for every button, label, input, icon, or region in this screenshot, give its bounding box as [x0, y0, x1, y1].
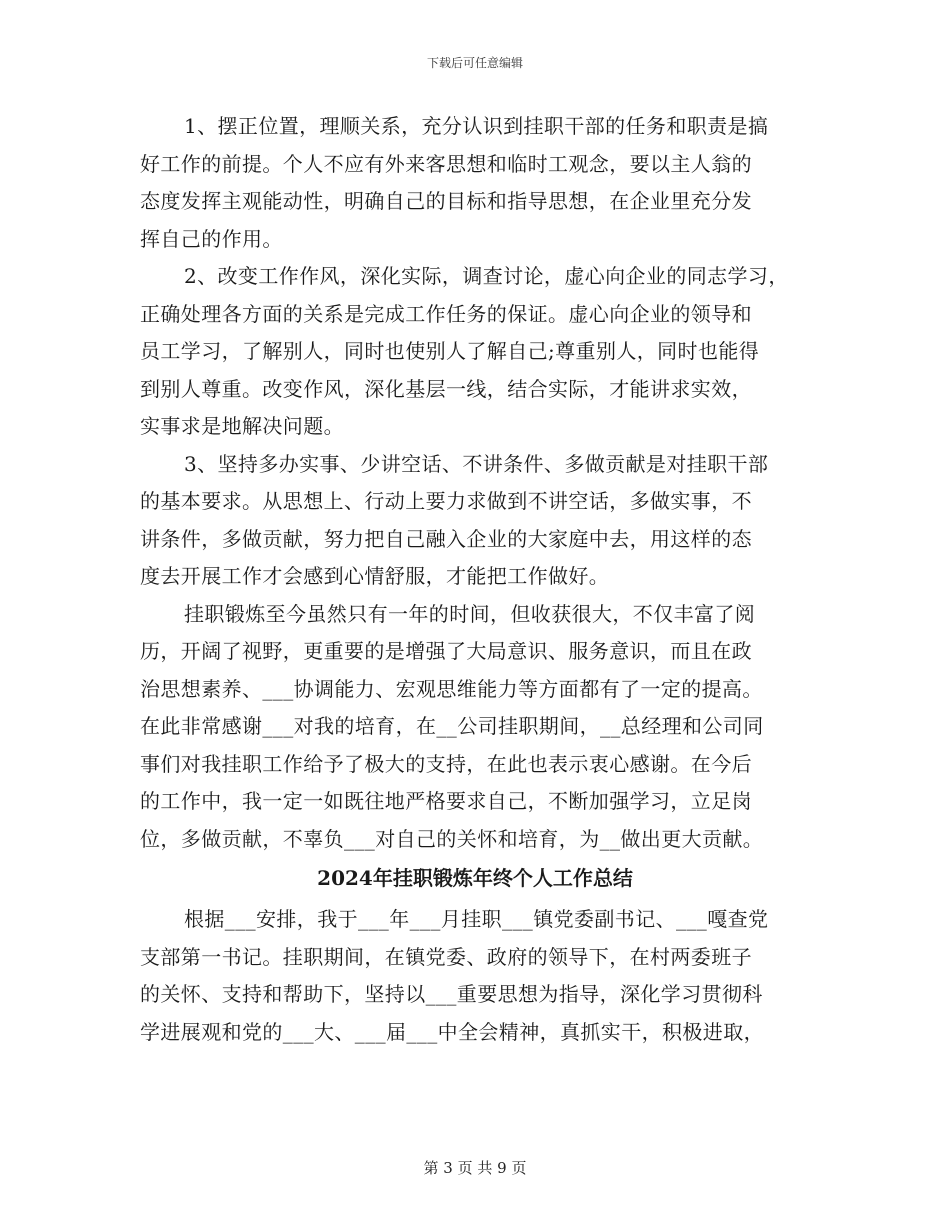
text-line: 治思想素养、___协调能力、宏观思维能力等方面都有了一定的提高。 [140, 676, 763, 701]
text-line: 3、坚持多办实事、少讲空话、不讲条件、多做贡献是对挂职干部 [184, 451, 769, 476]
text-line: 的关怀、支持和帮助下，坚持以___重要思想为指导，深化学习贯彻科 [140, 982, 763, 1006]
text-line: 挂职锻炼至今虽然只有一年的时间，但收获很大，不仅丰富了阅 [184, 601, 756, 626]
page-footer: 第 3 页 共 9 页 [423, 1159, 527, 1177]
paragraph-4 [140, 596, 810, 859]
text-line: 实事求是地解决问题。 [140, 414, 344, 438]
text-line: 挥自己的作用。 [140, 226, 283, 251]
page-header: 下载后可任意编辑 [426, 56, 523, 70]
text-line: 到别人尊重。改变作风，深化基层一线，结合实际，才能讲求实效， [140, 376, 752, 401]
paragraph-1 [140, 108, 810, 258]
text-line: 在此非常感谢___对我的培育，在__公司挂职期间，__总经理和公司同 [140, 714, 764, 738]
section-paragraph [140, 901, 810, 1051]
paragraph-2 [140, 258, 810, 446]
text-line: 2、改变工作作风，深化实际，调查讨论，虚心向企业的同志学习， [184, 264, 789, 288]
text-line: 支部第一书记。挂职期间，在镇党委、政府的领导下，在村两委班子 [140, 944, 752, 969]
text-line: 历，开阔了视野，更重要的是增强了大局意识、服务意识，而且在政 [140, 639, 752, 663]
text-line: 度去开展工作才会感到心情舒服，才能把工作做好。 [140, 564, 610, 588]
text-line: 的基本要求。从思想上、行动上要力求做到不讲空话，多做实事，不 [140, 489, 752, 513]
text-line: 员工学习，了解别人，同时也使别人了解自己;尊重别人，同时也能得 [140, 339, 760, 363]
text-line: 讲条件，多做贡献，努力把自己融入企业的大家庭中去，用这样的态 [140, 526, 752, 551]
document-body [140, 108, 810, 1051]
section-title: 2024年挂职锻炼年终个人工作总结 [317, 866, 633, 890]
text-line: 位，多做贡献，不辜负___对自己的关怀和培育，为__做出更大贡献。 [140, 826, 764, 851]
text-line: 根据___安排，我于___年___月挂职___镇党委副书记、___嘎查党 [184, 907, 769, 931]
paragraph-3 [140, 446, 810, 596]
text-line: 态度发挥主观能动性，明确自己的目标和指导思想，在企业里充分发 [140, 189, 752, 213]
text-line: 的工作中，我一定一如既往地严格要求自己，不断加强学习，立足岗 [140, 789, 752, 813]
text-line: 事们对我挂职工作给予了极大的支持，在此也表示衷心感谢。在今后 [140, 751, 752, 776]
text-line: 学进展观和党的___大、___届___中全会精神，真抓实干，积极进取， [140, 1019, 764, 1044]
text-line: 好工作的前提。个人不应有外来客思想和临时工观念，要以主人翁的 [140, 151, 752, 176]
text-line: 1、摆正位置，理顺关系，充分认识到挂职干部的任务和职责是搞 [184, 114, 769, 138]
text-line: 正确处理各方面的关系是完成工作任务的保证。虚心向企业的领导和 [140, 301, 752, 326]
